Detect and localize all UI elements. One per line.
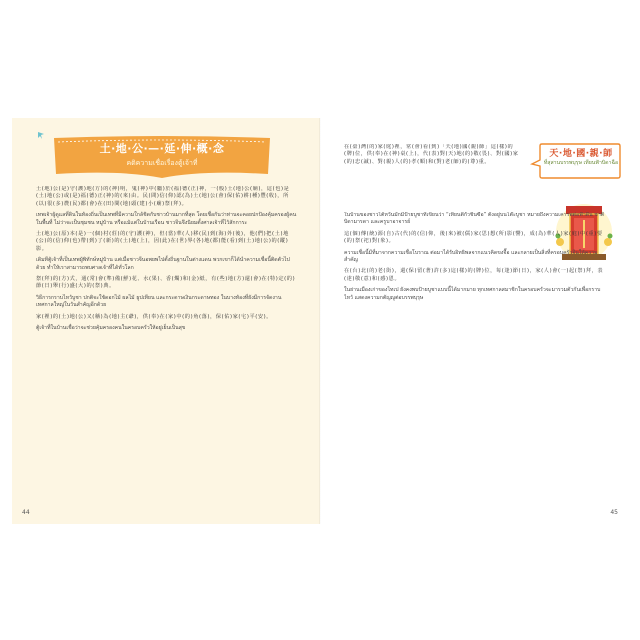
section-banner	[52, 134, 272, 178]
bubble-subtitle: ที่สุสานบรรพบุรุษ เทียนฟ้าบิดาฉือ	[543, 160, 619, 166]
paragraph: 土(地)公(原)本(是)一(個)村(莊)的(守)護(神)，但(當)華(人)移(民)到(海)外(後)，他(們)把(土)地(公)的(信)仰(也)帶(到)了(新)的(土)地(上)，因(此)在(世)界(各)地(都)能(看)到(土)地(公)的(蹤)影。	[36, 231, 289, 252]
paragraph: วิธีการกราบไหว้บูชา ปกติจะใช้ดอกไม้ ผลไม้ ธูปเทียน และกระดาษเงินกระดาษทอง ในบางท้องที่ยังมีการจัดงานเทศกาลใหญ่ในวันสำคัญอีกด้วย	[36, 294, 282, 309]
left-body-text	[36, 186, 298, 504]
page-number: 44	[22, 509, 30, 516]
paragraph: ในย่านเมืองเก่าของไทเป ยังคงพบป้ายบูชาแบบนี้ได้มากมาย ทุกเทศกาลสมาชิกในครอบครัวจะมารวมตัวกันเพื่อกราบไหว้ แสดงความกตัญญูต่อบรรพบุรุษ	[344, 287, 601, 301]
paragraph: 家(裡)的(土)地(公)又(稱)為(地)主(爺)，供(奉)在(家)中(的)角(落)，保(佑)家(宅)平(安)。	[36, 313, 273, 320]
paragraph: ในบ้านของชาวไต้หวันมักมีป้ายบูชาที่เขียนว่า “เทียนตี้กั๋วชินซือ” ตั้งอยู่บนโต๊ะบูชา หมายถึงความเคารพต่อฟ้าดิน ชาติ บิดามารดา และครูบาอาจารย์	[344, 212, 605, 226]
right-intro-text	[344, 144, 522, 204]
section-title: 土·地·公·—·延·伸·概·念	[99, 142, 225, 155]
book-spread	[12, 118, 628, 524]
section-subtitle: คติความเชื่อเรื่องตู้เจ้าที่	[126, 159, 198, 167]
paragraph: 在(台)北(的)老(街)，還(保)留(著)許(多)這(樣)的(牌)位，每(逢)節(日)，家(人)會(一)起(祭)拜，表(達)敬(意)和(感)恩。	[344, 268, 604, 282]
bubble-title: 天·地·國·親·師	[549, 149, 613, 159]
paragraph: ตู้เจ้าที่ในบ้านเชื่อว่าจะช่วยคุ้มครองคนในครอบครัวให้อยู่เย็นเป็นสุข	[36, 325, 186, 332]
page-number: 45	[610, 509, 618, 516]
speech-bubble	[528, 142, 622, 180]
push-pin-icon	[36, 130, 46, 140]
left-page	[12, 118, 320, 524]
paragraph: ความเชื่อนี้มีที่มาจากความเชื่อโบราณ ต่อมาได้รับอิทธิพลจากแนวคิดขงจื๊อ และกลายเป็นสิ่งที่ครอบครัวจีนให้ความสำคัญ	[344, 249, 598, 264]
right-body-text	[344, 212, 606, 504]
paragraph: 土(地)公(是)守(護)地(方)的(神)明，鬼(神)中(屬)於(福)德(正)神，一(般)土(地)公(廟)，這(也)是(土)地(公)或(是)福(德)正(神)的(來)由。民(間)信(仰)認(為)土(地)公(會)保(佑)耕(種)豐(收)，所(以)很(多)農(民)都(會)在(田)間(地)頭(建)小(廟)祭(拜)。	[36, 186, 290, 207]
paragraph: 這(個)傳(統)源(自)古(代)的(信)仰，後(來)被(儒)家(思)想(所)影(響)，成(為)華(人)家(庭)中(重)要(的)祭(祀)對(象)。	[344, 230, 603, 245]
paragraph: 祭(拜)的(方)式，通(常)會(準)備(鮮)花、水(果)、香(燭)和(金)紙，有(些)地(方)還(會)在(特)定(的)節(日)舉(行)盛(大)的(祭)典。	[36, 276, 296, 290]
right-page	[320, 118, 628, 524]
paragraph: เทพเจ้าผู้ดูแลที่ดินในท้องถิ่นเป็นเทพที่มีความใกล้ชิดกับชาวบ้านมากที่สุด โดยเชื่อกันว่าท่านจะคอยปกป้องคุ้มครองผู้คนในพื้นที่ ไม่ว่าจะเป็นชุมชน หมู่บ้าน หรือแม้แต่ในบ้านเรือน ชาวจีนจึงนิยมตั้งศาลเจ้าที่ไว้สักการะ	[36, 212, 297, 226]
paragraph: เดิมทีตู้เจ้าที่เป็นเทพผู้พิทักษ์หมู่บ้าน แต่เมื่อชาวจีนอพยพไปตั้งถิ่นฐานในต่างแดน พวกเขาก็ได้นำความเชื่อนี้ติดตัวไปด้วย ทำให้เราสามารถพบศาลเจ้าที่ได้ทั่วโลก	[36, 257, 290, 271]
paragraph: 在(臺)灣(的)家(庭)裡，常(會)看(到)「天(地)國(親)師」這(樣)的(牌)位，供(奉)在(神)桌(上)，代(表)對(天)地(的)敬(畏)、對(國)家(的)忠(誠)、對(親)人(的)孝(順)和(對)老(師)的(尊)重。	[344, 144, 519, 165]
